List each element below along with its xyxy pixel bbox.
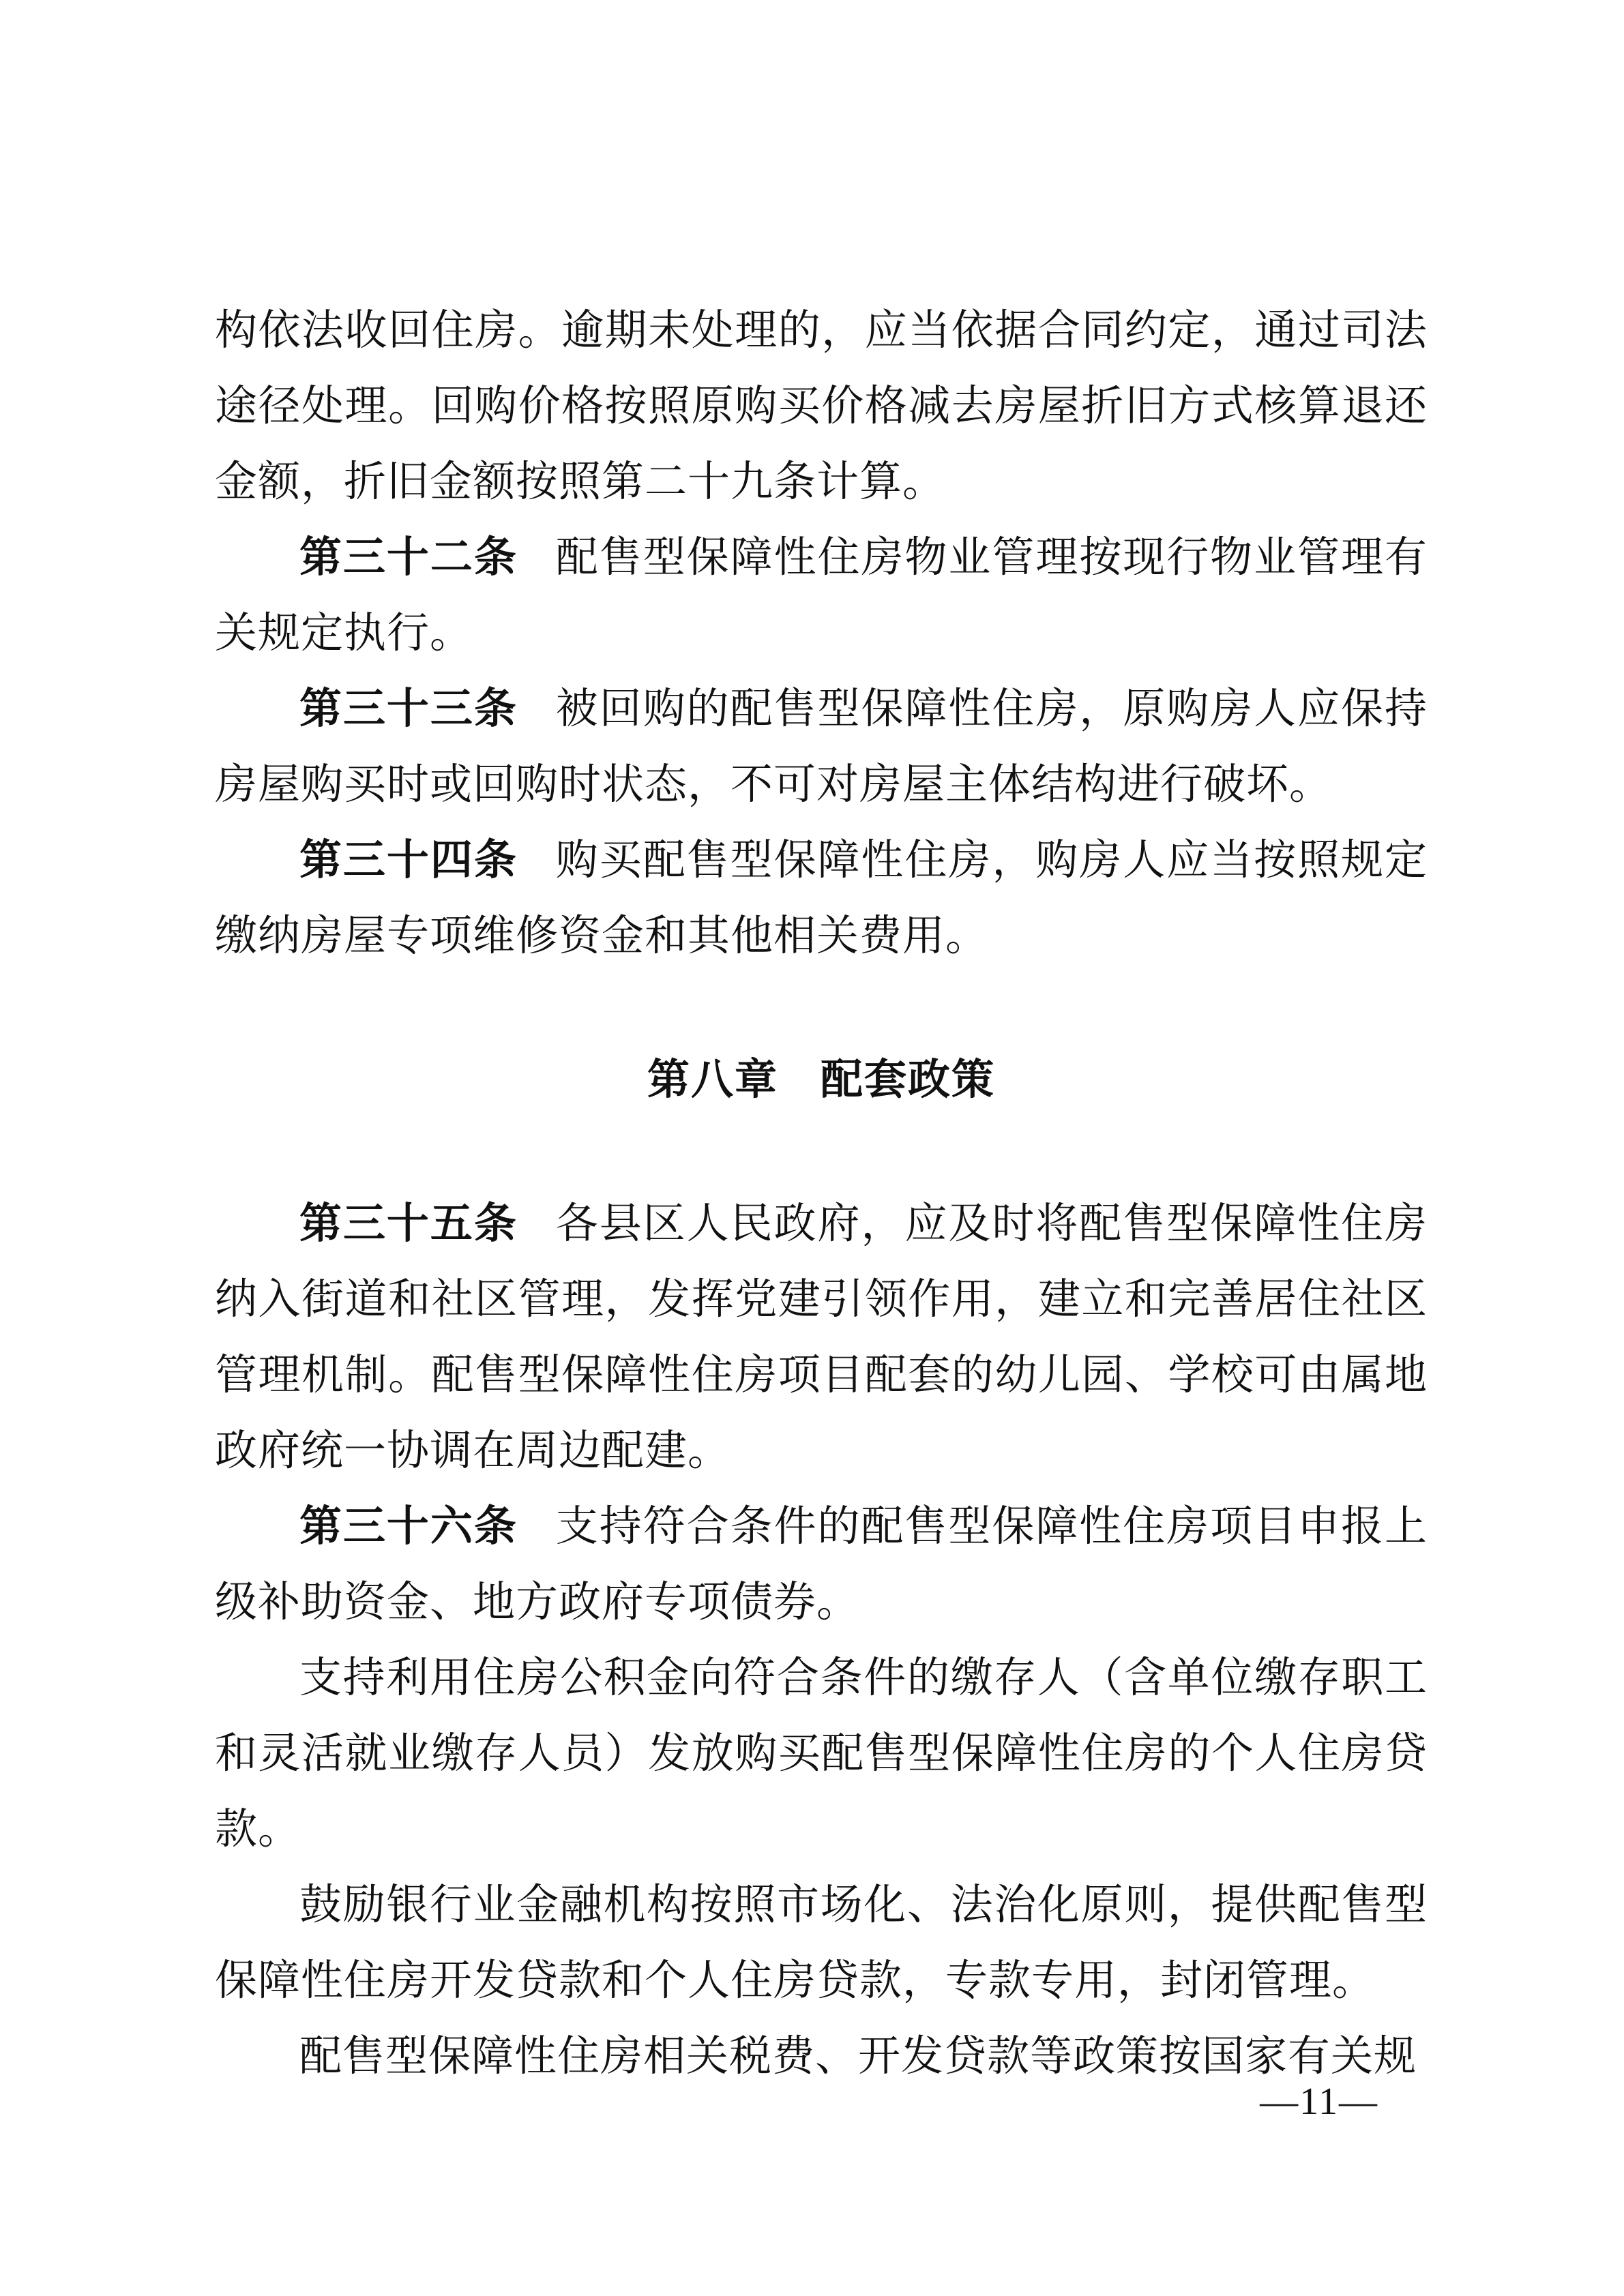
paragraph-bank-loans — [215, 1866, 1428, 2018]
paragraph-tax-policy — [215, 2018, 1428, 2093]
article-number: 第三十五条 — [299, 1198, 518, 1248]
article-34 — [215, 822, 1428, 973]
paragraph-text: 构依法收回住房。逾期未处理的，应当依据合同约定，通过司法途径处理。回购价格按照原购买价格减去房屋折旧方式核算退还金额，折旧金额按照第二十九条计算。 — [215, 305, 1428, 506]
paragraph-text: 配售型保障性住房物业管理按现行物业管理有关规定执行。 — [215, 532, 1428, 657]
paragraph-text: 各县区人民政府，应及时将配售型保障性住房纳入街道和社区管理，发挥党建引领作用，建立和完善居住社区管理机制。配售型保障性住房项目配套的幼儿园、学校可由属地政府统一协调在周边配建。 — [215, 1198, 1428, 1475]
chapter-title: 配套政策 — [821, 1054, 996, 1104]
article-36 — [215, 1488, 1428, 1639]
paragraph-text: 购买配售型保障性住房，购房人应当按照规定缴纳房屋专项维修资金和其他相关费用。 — [215, 835, 1428, 960]
article-number: 第三十六条 — [299, 1501, 518, 1551]
paragraph-text: 支持符合条件的配售型保障性住房项目申报上级补助资金、地方政府专项债券。 — [215, 1501, 1428, 1626]
article-number: 第三十三条 — [299, 683, 518, 733]
paragraph-text: 支持利用住房公积金向符合条件的缴存人（含单位缴存职工和灵活就业缴存人员）发放购买配售型保障性住房的个人住房贷款。 — [215, 1652, 1428, 1853]
paragraph-text: 配售型保障性住房相关税费、开发贷款等政策按国家有关规 — [299, 2031, 1417, 2081]
chapter-heading — [215, 973, 1428, 1185]
article-33 — [215, 670, 1428, 822]
paragraph-text: 被回购的配售型保障性住房，原购房人应保持房屋购买时或回购时状态，不可对房屋主体结构进行破坏。 — [215, 683, 1428, 809]
document-body — [215, 292, 1428, 2093]
article-number: 第三十二条 — [299, 532, 518, 582]
paragraph-housing-fund — [215, 1639, 1428, 1866]
page-number: —11— — [1260, 2081, 1378, 2123]
paragraph-text: 鼓励银行业金融机构按照市场化、法治化原则，提供配售型保障性住房开发贷款和个人住房贷款，专款专用，封闭管理。 — [215, 1879, 1428, 2005]
chapter-number: 第八章 — [647, 1054, 778, 1104]
article-35 — [215, 1185, 1428, 1488]
paragraph-continuation — [215, 292, 1428, 519]
article-number: 第三十四条 — [299, 835, 518, 884]
article-32 — [215, 519, 1428, 670]
